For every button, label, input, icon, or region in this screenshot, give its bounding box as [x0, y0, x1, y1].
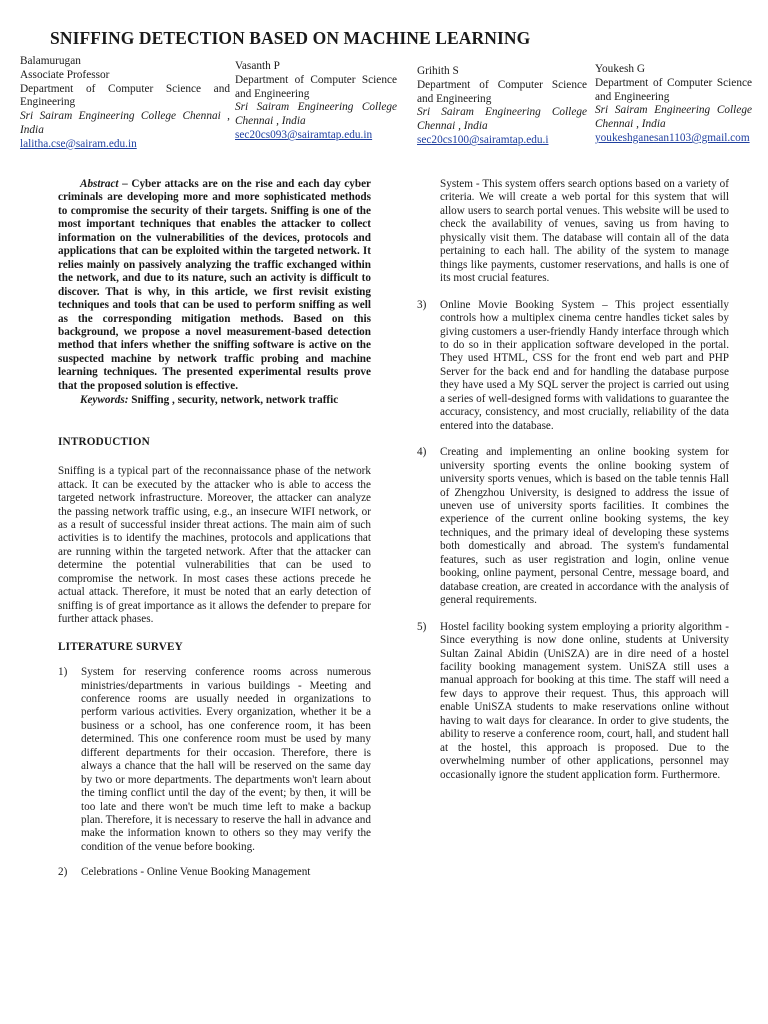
author-block-4 [595, 63, 752, 146]
left-column [58, 178, 371, 880]
list-item [417, 621, 729, 782]
author-institution: Sri Sairam Engineering College Chennai , India [20, 110, 230, 136]
abstract-text: – Cyber attacks are on the rise and each day cyber criminals are developing more and more sophisticated methods to compromise the security of their targets. Sniffing is one of the most important techniques that enables the attacker to collect information on the vulnerabilities of the devices, protocols and applications that can be exploited within the targeted network. It relies mainly on passively analyzing the traffic exchanged within the network, and due to its nature, such an activity is difficult to discover. That is why, in this article, we first revisit existing techniques and tools that can be used to perform sniffing as well as the corresponding mitigation methods. Based on this background, we propose a novel measurement-based detection method that infers whether the sniffing software is active on the suspected machine by network traffic probing and machine learning techniques. The presented experimental results prove that the proposed solution is effective. [58, 178, 371, 392]
author-department: Department of Computer Science and Engineering [417, 78, 587, 105]
author-name: Youkesh G [595, 63, 646, 75]
keywords-label: Keywords: [80, 394, 129, 407]
list-item-text: System for reserving conference rooms across numerous ministries/departments in various buildings - Meeting and conference rooms are usually needed in organizations to perform various activities. Every organization, whether it be a business or a school, has one conference room, it has been determined. This one conference room must be used by many different departments for their occasion. Therefore, there is always a chance that the hall will be reserved on the same day by two or more departments. The departments won't learn about the timing conflict until the day of the event; by then, it will be too late and there won't be much time left to make a backup plan. Therefore, it is necessary to reserve the hall in advance and make the information known to others so they may verify the condition of the venue before booking. [81, 666, 371, 853]
list-item [417, 446, 729, 607]
author-department: Department of Computer Science and Engineering [20, 82, 230, 109]
introduction-heading: INTRODUCTION [58, 435, 150, 448]
author-institution: Sri Sairam Engineering College Chennai , India [235, 101, 397, 128]
list-item-text: Hostel facility booking system employing a priority algorithm - Since everything is now done online, students at University Sultan Zainal Abidin (UniSZA) are in dire need of a hostel facility booking management system. UniSZA still uses a manual approach for booking at this time. The staff will need a few days to approve their request. Thus, this approach will enable UniSZA students to make reservations online without having to wait days for clearance. In order to give students, the ability to reserve a conference room, court, hall, and student hall at the hostel, this approach is proposed. Due to the overwhelming number of other applications, personnel may occasionally ignore the student application form. Furthermore. [440, 620, 729, 781]
list-item-number: 2) [58, 866, 68, 879]
abstract-label: Abstract [80, 178, 119, 190]
author-email-link[interactable]: lalitha.cse@sairam.edu.in [20, 137, 137, 150]
list-item-number: 3) [417, 298, 427, 311]
author-name: Grihith S [417, 65, 459, 77]
list-item-number: 1) [58, 666, 68, 679]
keywords-text: Sniffing , security, network, network traffic [131, 394, 339, 407]
list-item-text: Online Movie Booking System – This project essentially controls how a multiplex cinema centre handles ticket sales by giving customers a user-friendly Handy interface through which to do so in their application software developed in the portal. They used HTML, CSS for the front end web part and PHP Server for the back end and for handling the database purpose they have used a My SQL server the project is carried out using a series of well-designed forms with validations to guarantee the accuracy, consistency, and most crucially, reliability of the data entered into the database. [440, 298, 729, 432]
author-block-2 [235, 60, 397, 143]
introduction-text: Sniffing is a typical part of the reconnaissance phase of the network attack. It can be executed by the attacker who is able to access the targeted network infrastructure. Moreover, the attacker can analyze the passing network traffic using, e.g., an insecure WIFI network, or as a result of successful insider threat actions. The main aim of such activities is to identify the machines, protocols and applications that are running within the targeted network. After that the attacker can determine the potential vulnerabilities that can be used to compromise the network. In most cases these actions precede he actual attack. Therefore, it must be noted that an early detection of sniffing is of great importance as it allows the defender to prepare for further attack phases. [58, 465, 371, 626]
list-item-text: Creating and implementing an online booking system for university sporting events the online booking system of university sports venues, which is based on the table tennis Hall of Zhengzhou University, is designed to address the issue of uneven use of university sports facilities. It combines the experience of the current online booking systems, the key techniques, and the primary ideal of developing these systems both domestically and abroad. The system's fundamental features, such as user registration and login, online venue booking, online payment, personal Centre, message board, and database creation, are created in accordance with the analysis of general requirements. [440, 446, 729, 607]
literature-survey-heading: LITERATURE SURVEY [58, 640, 183, 653]
author-name: Balamurugan [20, 55, 81, 67]
keywords-paragraph [58, 394, 371, 407]
author-block-3 [417, 65, 587, 148]
list-item [58, 866, 371, 879]
paper-title: SNIFFING DETECTION BASED ON MACHINE LEARNING [50, 28, 531, 48]
author-block-1 [20, 55, 230, 152]
list-item-text: Celebrations - Online Venue Booking Management [81, 866, 311, 879]
author-name: Vasanth P [235, 60, 280, 72]
abstract-paragraph [58, 178, 371, 393]
author-email-link[interactable]: sec20cs093@sairamtap.edu.in [235, 128, 373, 141]
list-item [58, 666, 371, 854]
author-department: Department of Computer Science and Engineering [235, 73, 397, 100]
list-item-number: 4) [417, 446, 427, 459]
author-department: Department of Computer Science and Engineering [595, 76, 752, 103]
right-column [417, 178, 729, 782]
author-position: Associate Professor [20, 68, 110, 81]
author-institution: Sri Sairam Engineering College Chennai , India [417, 106, 587, 133]
author-institution: Sri Sairam Engineering College Chennai , India [595, 104, 752, 131]
list-item [417, 299, 729, 434]
list-item-number: 5) [417, 620, 427, 633]
list-item-continuation: System - This system offers search options based on a variety of criteria. We will create a web portal for this system that will allow users to search portal venues. This website will be used to check the availability of venues, saving us from having to physically visit them. The database will contain all of the data pertaining to each hall. The ability of the system to manage things like payments, customer reservations, and halls is one of its most crucial features. [440, 178, 729, 285]
author-email-link[interactable]: youkeshganesan1103@gmail.com [595, 131, 750, 144]
author-email-link[interactable]: sec20cs100@sairamtap.edu.i [417, 133, 549, 146]
